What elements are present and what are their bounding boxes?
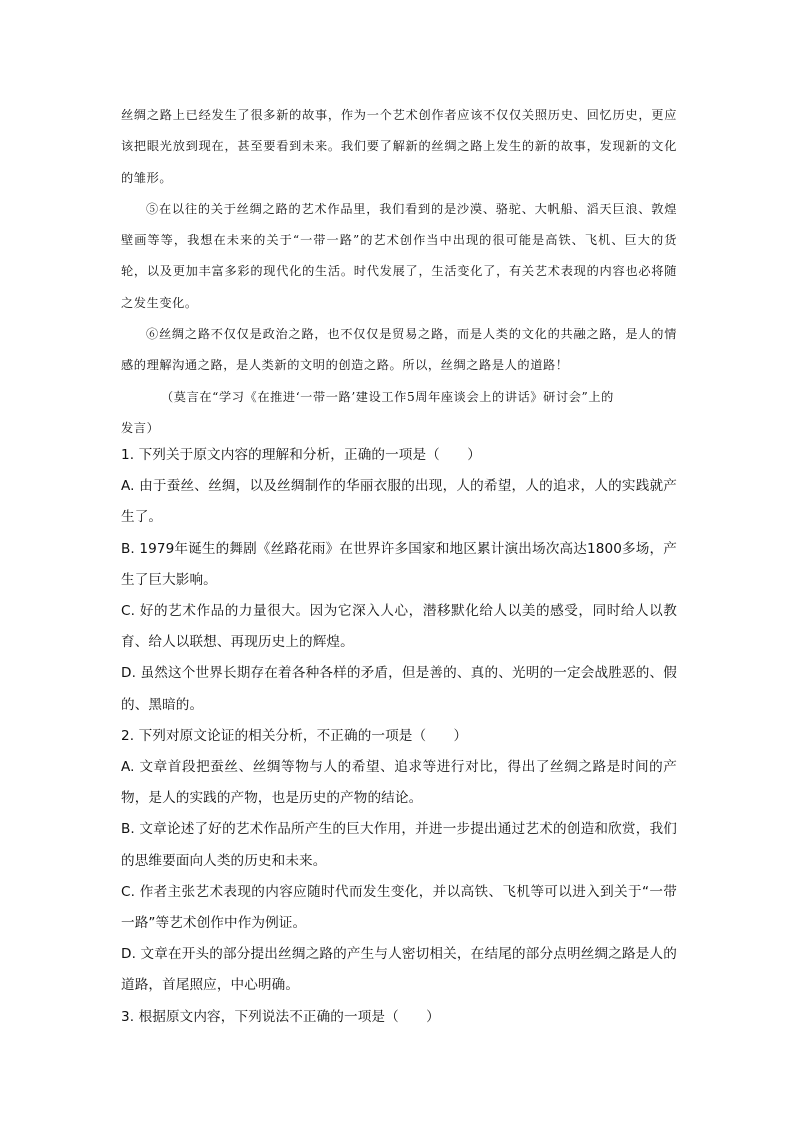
option-c: C. 作者主张艺术表现的内容应随时代而发生变化，并以高铁、飞机等可以进入到关于“一带一路”等艺术创作中作为例证。: [121, 883, 677, 932]
option-d: D. 虽然这个世界长期存在着各种各样的矛盾，但是善的、真的、光明的一定会战胜恶的、假的、黑暗的。: [121, 665, 677, 713]
passage-paragraph-intro: 丝绸之路上已经发生了很多新的故事，作为一个艺术创作者应该不仅仅关照历史、回忆历史，更应该把眼光放到现在，甚至要看到未来。我们要了解新的丝绸之路上发生的新的故事，发现新的文化的雏形。: [121, 108, 677, 185]
passage-source-note: （莫言在“学习《在推进‘一带一路’建设工作5周年座谈会上的讲话》研讨会”上的: [161, 389, 614, 404]
option-d: D. 文章在开头的部分提出丝绸之路的产生与人密切相关，在结尾的部分点明丝绸之路是人的道路，首尾照应，中心明确。: [121, 946, 677, 994]
question-1: [121, 440, 677, 721]
option-a: A. 文章首段把蚕丝、丝绸等物与人的希望、追求等进行对比，得出了丝绸之路是时间的产物，是人的实践的产物，也是历史的产物的结论。: [121, 759, 677, 807]
passage-paragraph-5: ⑤在以往的关于丝绸之路的艺术作品里，我们看到的是沙漠、骆驼、大帆船、滔天巨浪、敦煌壁画等等，我想在未来的关于“一带一路”的艺术创作当中出现的很可能是高铁、飞机、巨大的货轮，以及更加丰富多彩的现代化的生活。时代发展了，生活变化了，有关艺术表现的内容也必将随之发生变化。: [121, 201, 677, 310]
option-b: B. 文章论述了好的艺术作品所产生的巨大作用，并进一步提出通过艺术的创造和欣赏，我们的思维要面向人类的历史和未来。: [121, 821, 677, 869]
question-list: [121, 440, 677, 1033]
question-stem: 2. 下列对原文论证的相关分析，不正确的一项是（ ）: [121, 727, 468, 744]
option-b: B. 1979年诞生的舞剧《丝路花雨》在世界许多国家和地区累计演出场次高达1800多场，产生了巨大影响。: [121, 540, 677, 588]
question-3: [121, 1002, 677, 1033]
option-a: A. 由于蚕丝、丝绸，以及丝绸制作的华丽衣服的出现，人的希望，人的追求，人的实践就产生了。: [121, 478, 677, 526]
passage-source-note-end: 发言）: [121, 420, 160, 435]
question-stem: 1. 下列关于原文内容的理解和分析，正确的一项是（ ）: [121, 447, 481, 463]
passage-paragraph-6: ⑥丝绸之路不仅仅是政治之路，也不仅仅是贸易之路，而是人类的文化的共融之路，是人的情感的理解沟通之路，是人类新的文明的创造之路。所以，丝绸之路是人的道路！: [121, 327, 677, 373]
reading-passage: [121, 100, 677, 444]
option-c: C. 好的艺术作品的力量很大。因为它深入人心，潜移默化给人以美的感受，同时给人以教育、给人以联想、再现历史上的辉煌。: [121, 603, 677, 651]
question-2: [121, 721, 677, 1002]
question-stem: 3. 根据原文内容，下列说法不正确的一项是（ ）: [121, 1008, 440, 1025]
